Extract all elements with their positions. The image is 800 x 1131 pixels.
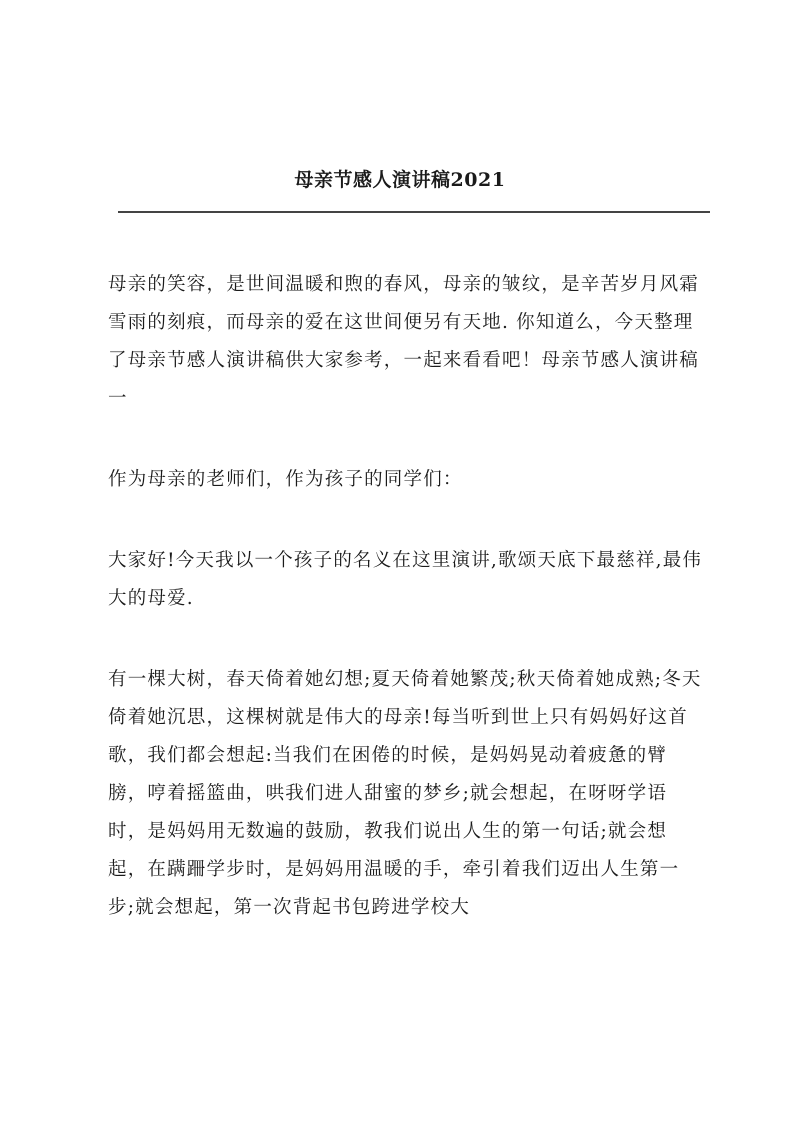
paragraph-greeting: 大家好!今天我以一个孩子的名义在这里演讲,歌颂天底下最慈祥,最伟大的母爱. — [108, 550, 703, 609]
paragraph-body: 有一棵大树，春天倚着她幻想;夏天倚着她繁茂;秋天倚着她成熟;冬天倚着她沉思，这棵树就是伟大的母亲!每当听到世上只有妈妈好这首歌，我们都会想起:当我们在困倦的时候，是妈妈晃动着疲惫的臂膀，哼着摇篮曲，哄我们进人甜蜜的梦乡;就会想起，在呀呀学语时，是妈妈用无数遍的鼓励，教我们说出人生的第一句话;就会想起，在蹒跚学步时，是妈妈用温暖的手，牵引着我们迈出人生第一步;就会想起，第一次背起书包跨进学校大 — [108, 669, 702, 918]
title-divider — [118, 211, 710, 213]
paragraph-intro: 母亲的笑容，是世间温暖和煦的春风，母亲的皱纹，是辛苦岁月风霜雪雨的刻痕，而母亲的爱在这世间便另有天地. 你知道么，今天整理了母亲节感人演讲稿供大家参考，一起来看看吧！母亲节感人演讲稿一 — [108, 274, 700, 409]
document-title: 母亲节感人演讲稿2021 — [294, 169, 506, 191]
document-body — [108, 266, 706, 970]
paragraph-salutation: 作为母亲的老师们，作为孩子的同学们： — [108, 469, 463, 490]
